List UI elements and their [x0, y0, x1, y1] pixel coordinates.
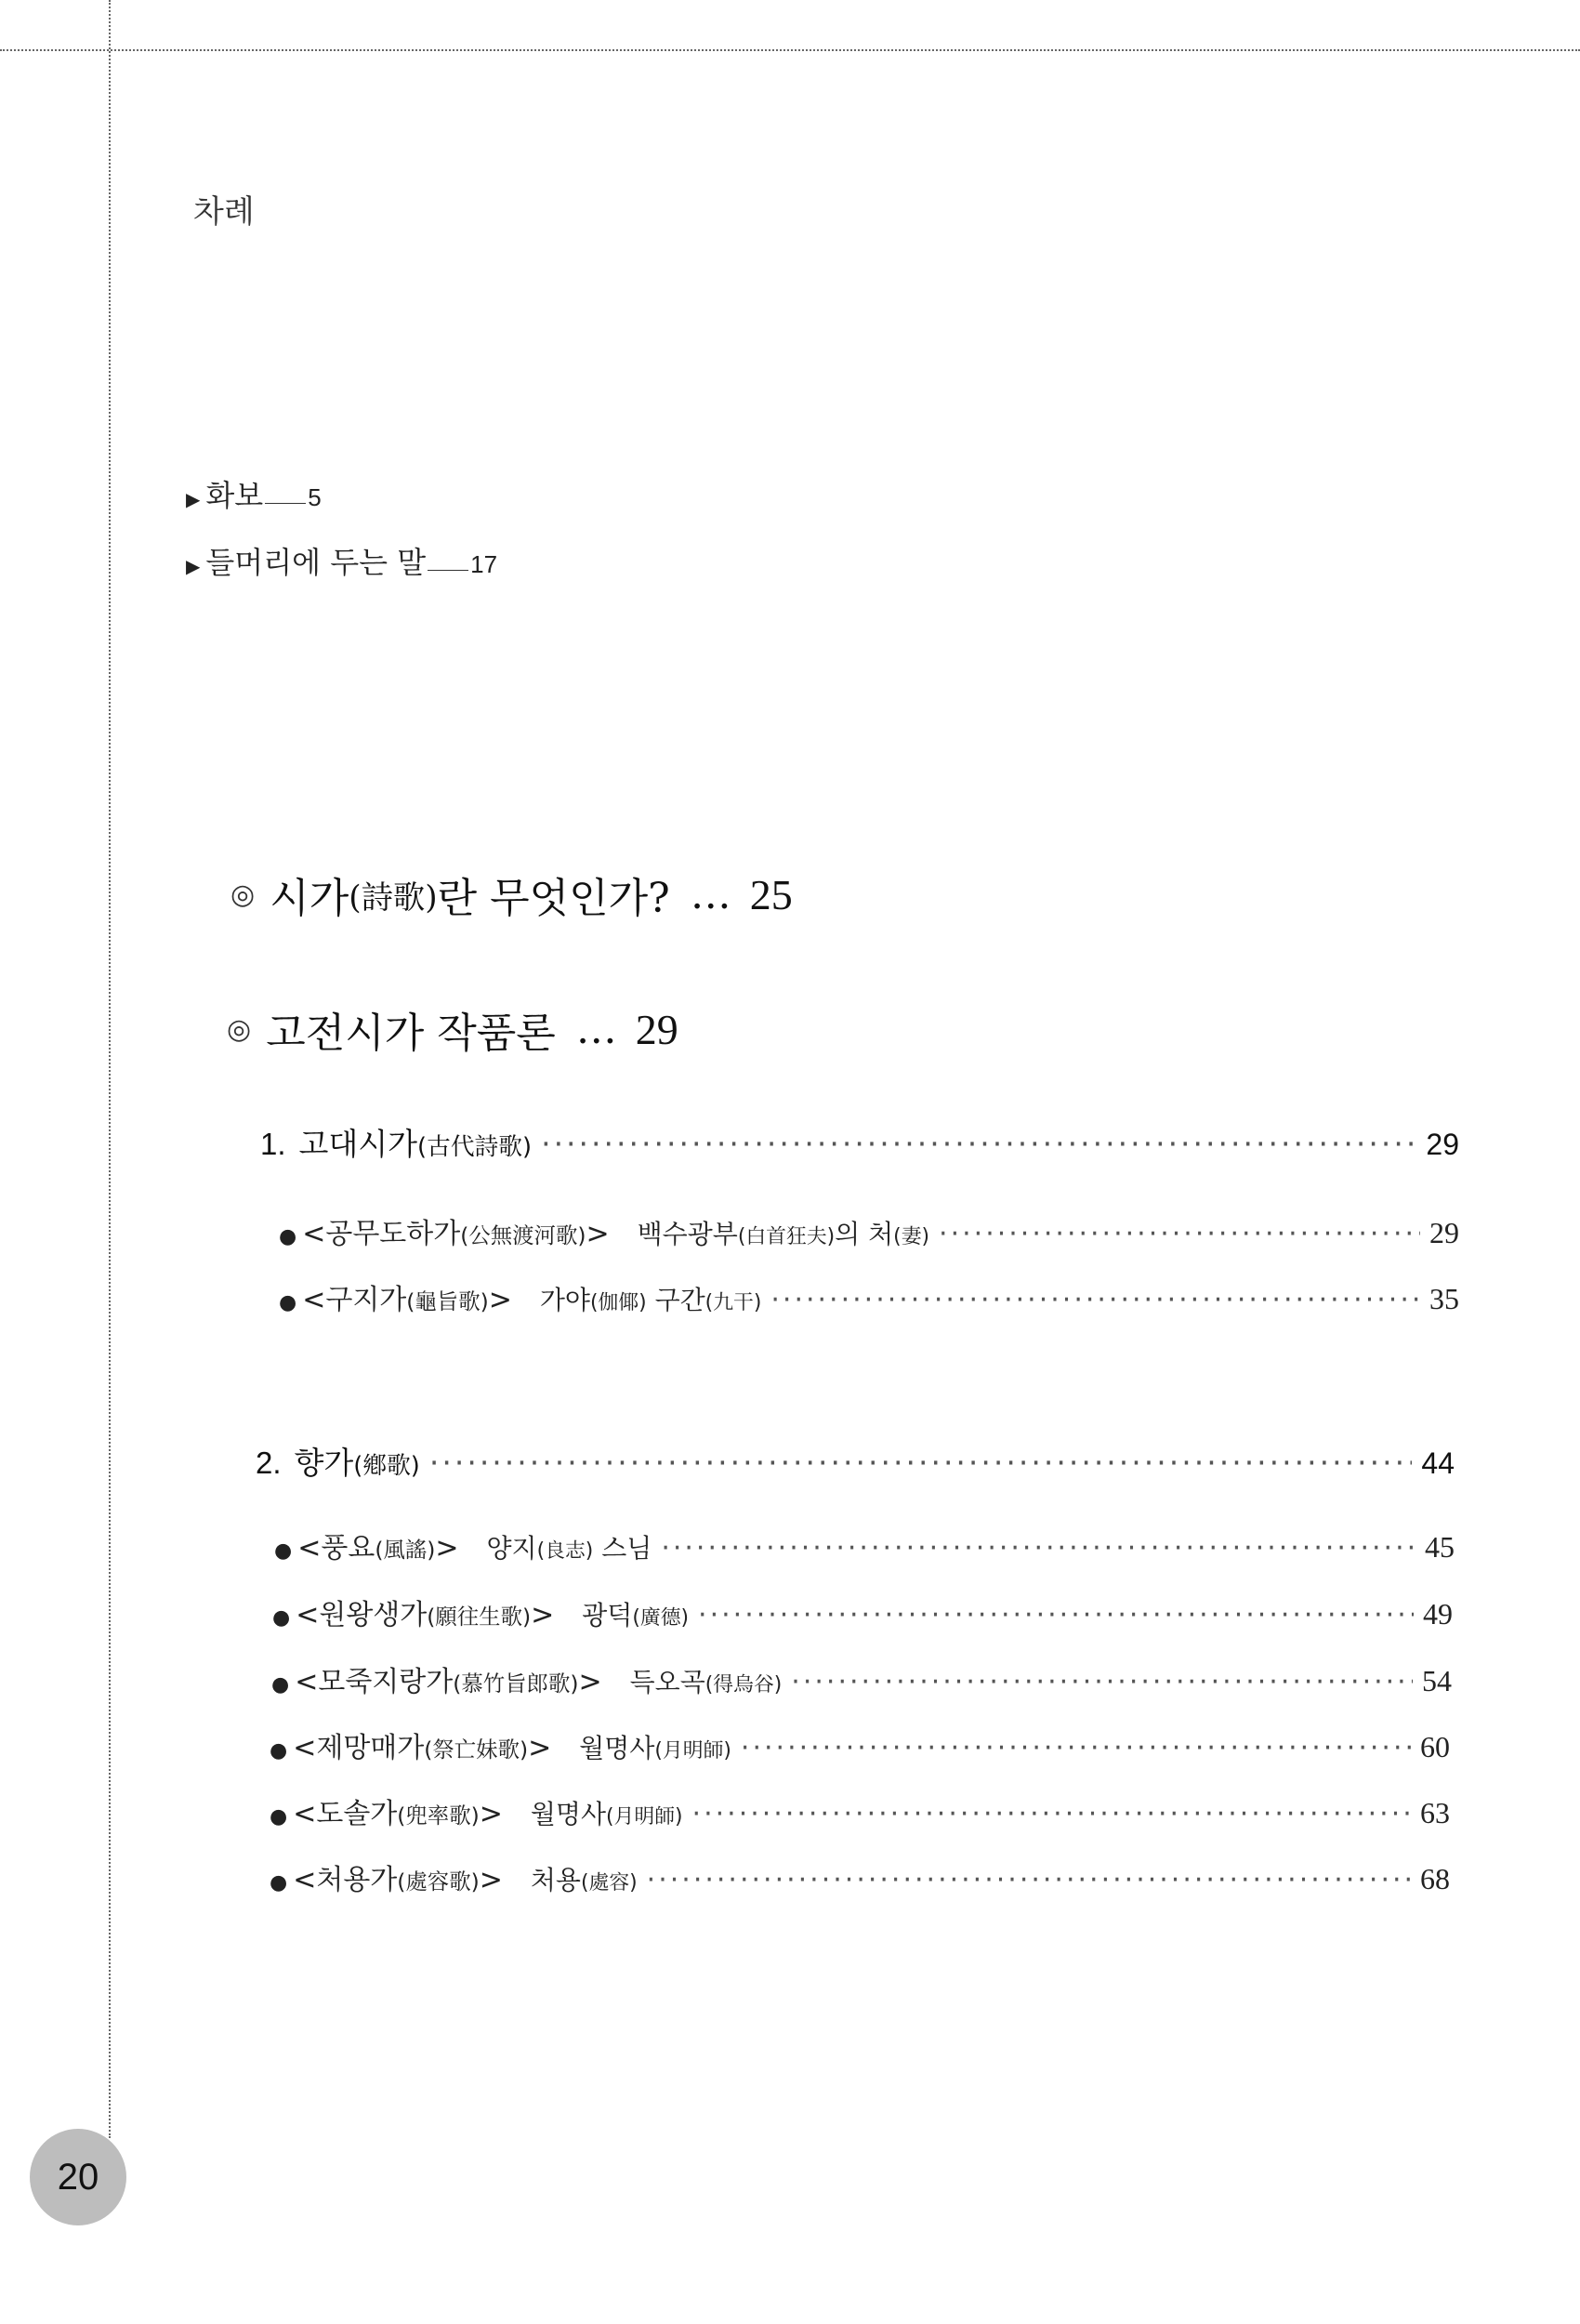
ellipsis: … [690, 870, 733, 918]
item-title: <처용가 [293, 1864, 398, 1896]
ellipsis: … [575, 1005, 619, 1053]
bullet-icon: ● [270, 1739, 288, 1763]
section-title-hanja: (鄕歌) [353, 1452, 420, 1480]
item-title-hanja: (祭亡妹歌) [424, 1736, 529, 1763]
item-page: 49 [1423, 1597, 1453, 1631]
item-page: 35 [1429, 1282, 1459, 1315]
part-heading[interactable] [227, 999, 678, 1059]
item-title: <공무도하가 [302, 1218, 461, 1250]
item-author: 월명사(月明師) [579, 1733, 731, 1763]
double-circle-icon: ◎ [230, 878, 256, 911]
front-matter-label: 들머리에 두는 말 [205, 545, 427, 580]
item-author: 양지(良志) 스님 [486, 1533, 652, 1564]
dot-leader [647, 1864, 1411, 1896]
dot-leader [692, 1798, 1411, 1830]
section-entry[interactable] [256, 1439, 1455, 1483]
item-title-hanja: (慕竹旨郎歌) [453, 1670, 579, 1697]
item-title-hanja: (處容歌) [397, 1868, 480, 1895]
toc-item[interactable] [270, 1724, 1450, 1765]
front-matter-page: 17 [470, 550, 498, 578]
part-heading[interactable] [230, 865, 793, 924]
item-title-close: > [479, 1864, 503, 1896]
item-page: 60 [1420, 1730, 1450, 1763]
item-title-hanja: (願往生歌) [427, 1604, 532, 1630]
toc-item[interactable] [279, 1210, 1459, 1251]
item-page: 54 [1422, 1664, 1452, 1697]
dot-leader [698, 1599, 1414, 1631]
dot-leader [741, 1732, 1411, 1764]
front-matter-item[interactable] [186, 472, 322, 515]
item-title-hanja: (龜旨歌) [406, 1288, 489, 1314]
item-page: 63 [1420, 1796, 1450, 1829]
item-title-close: > [578, 1666, 602, 1698]
item-page: 68 [1420, 1862, 1450, 1895]
item-title-close: > [479, 1798, 503, 1830]
bullet-icon: ● [274, 1539, 293, 1563]
front-matter-item[interactable] [186, 539, 497, 582]
item-author: 백수광부(白首狂夫)의 처(妻) [637, 1219, 930, 1249]
bullet-icon: ● [270, 1805, 288, 1829]
item-page: 45 [1425, 1530, 1455, 1564]
part-page: 25 [749, 870, 793, 918]
section-page: 29 [1426, 1128, 1459, 1161]
item-author: 월명사(月明師) [530, 1799, 683, 1829]
underscore-separator [428, 569, 468, 571]
section-page: 44 [1421, 1446, 1455, 1480]
part-title-hanja: (詩歌) [349, 879, 438, 917]
item-page: 29 [1429, 1216, 1459, 1249]
item-title-close: > [531, 1599, 555, 1631]
item-title-close: > [528, 1732, 552, 1764]
item-title-close: > [435, 1532, 459, 1565]
item-author: 처용(處容) [530, 1865, 638, 1895]
item-title: <원왕생가 [296, 1599, 428, 1631]
item-title: <모죽지랑가 [295, 1666, 454, 1698]
triangle-bullet-icon: ▶ [186, 555, 201, 577]
item-title: <풍요 [297, 1532, 375, 1565]
bullet-icon: ● [270, 1871, 288, 1895]
section-number: 1. [260, 1127, 286, 1161]
part-title: 시가 [270, 875, 349, 922]
triangle-bullet-icon: ▶ [186, 488, 201, 510]
toc-item[interactable] [270, 1856, 1450, 1897]
front-matter-label: 화보 [205, 478, 264, 513]
bullet-icon: ● [271, 1673, 290, 1697]
item-title-close: > [488, 1284, 512, 1316]
item-title-hanja: (兜率歌) [397, 1802, 480, 1829]
double-circle-icon: ◎ [227, 1012, 252, 1046]
section-number: 2. [256, 1446, 282, 1480]
left-dotted-rule [109, 0, 111, 2138]
bullet-icon: ● [279, 1225, 297, 1248]
bullet-icon: ● [279, 1291, 297, 1314]
dot-leader [791, 1666, 1413, 1698]
page-number-badge: 20 [30, 2129, 126, 2225]
page-title: 차례 [193, 193, 255, 231]
item-author: 득오곡(得烏谷) [629, 1667, 783, 1697]
item-title: <구지가 [302, 1284, 407, 1316]
part-title-rest: 란 무엇인가? [437, 875, 670, 922]
dot-leader [541, 1126, 1416, 1162]
front-matter-page: 5 [308, 483, 322, 511]
toc-item[interactable] [271, 1658, 1452, 1699]
item-author: 광덕(廣德) [582, 1600, 690, 1631]
section-entry[interactable] [260, 1120, 1459, 1164]
dot-leader [661, 1532, 1415, 1565]
item-author: 가야(伽倻) 구간(九干) [539, 1285, 762, 1315]
toc-item[interactable] [270, 1790, 1450, 1831]
dot-leader [939, 1218, 1420, 1250]
section-title: 향가 [294, 1445, 354, 1481]
part-page: 29 [635, 1005, 678, 1053]
part-title: 고전시가 작품론 [266, 1010, 556, 1057]
item-title-hanja: (公無渡河歌) [460, 1222, 586, 1248]
toc-item[interactable] [272, 1591, 1453, 1632]
dot-leader [429, 1445, 1413, 1481]
underscore-separator [265, 502, 306, 504]
section-title: 고대시가 [298, 1126, 418, 1162]
toc-item[interactable] [279, 1276, 1459, 1317]
top-dotted-rule [0, 49, 1580, 51]
section-title-hanja: (古代詩歌) [417, 1133, 533, 1161]
item-title-close: > [586, 1218, 610, 1250]
toc-item[interactable] [274, 1525, 1455, 1565]
dot-leader [770, 1284, 1420, 1316]
item-title-hanja: (風謠) [375, 1537, 436, 1563]
bullet-icon: ● [272, 1606, 291, 1630]
item-title: <도솔가 [293, 1798, 398, 1830]
item-title: <제망매가 [293, 1732, 425, 1764]
